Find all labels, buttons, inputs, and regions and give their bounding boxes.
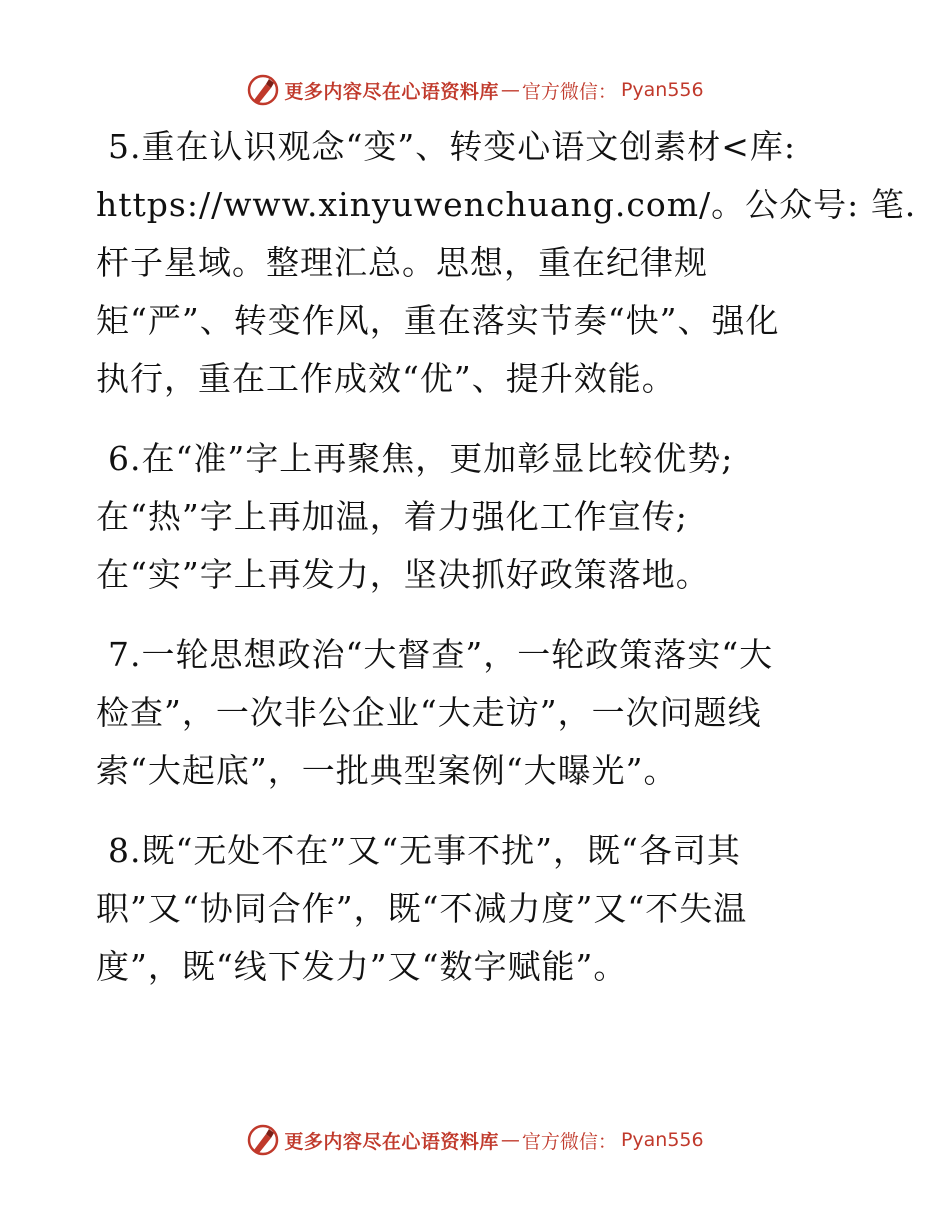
text-line: 8.既“无处不在”又“无事不扰”，既“各司其 [108,831,741,870]
text-line: 6.在“准”字上再聚焦，更加彰显比较优势; [108,439,734,478]
text-line: 职”又“协同合作”，既“不减力度”又“不失温 [96,889,748,928]
text-line: 在“热”字上再加温，着力强化工作宣传; [96,497,688,536]
paragraph-5 [96,118,917,408]
text-line: 度”，既“线下发力”又“数字赋能”。 [96,947,628,986]
text-line: 矩“严”、转变作风，重在落实节奏“快”、强化 [96,301,780,340]
text-line: 杆子星域。整理汇总。思想，重在纪律规 [96,243,708,282]
text-line: 5.重在认识观念“变”、转变心语文创素材<库: [108,127,796,166]
header-banner [0,70,950,110]
wechat-label: 官方微信： [521,1130,617,1153]
text-line: 检查”，一次非公企业“大走访”，一次问题线 [96,693,762,732]
paragraph-7 [96,626,866,800]
banner-dash: — [500,1129,520,1151]
text-line: 执行，重在工作成效“优”、提升效能。 [96,359,676,398]
wechat-id: Pyan556 [620,1129,704,1151]
pen-logo-icon [246,73,280,107]
text-line: 索“大起底”，一批典型案例“大曝光”。 [96,751,678,790]
wechat-label: 官方微信： [521,80,617,103]
text-line: 7.一轮思想政治“大督查”，一轮政策落实“大 [108,635,774,674]
paragraph-6 [96,430,866,604]
document-body [96,118,917,1018]
banner-dash: — [500,79,520,101]
text-line: https://www.xinyuwenchuang.com/。公众号: 笔. [96,185,917,224]
pen-logo-icon [246,1123,280,1157]
paragraph-8 [96,822,866,996]
text-line: 在“实”字上再发力，坚决抓好政策落地。 [96,555,710,594]
wechat-id: Pyan556 [620,79,704,101]
brand-text: 更多内容尽在心语资料库 [284,1130,499,1153]
brand-text: 更多内容尽在心语资料库 [284,80,499,103]
footer-banner [0,1120,950,1160]
